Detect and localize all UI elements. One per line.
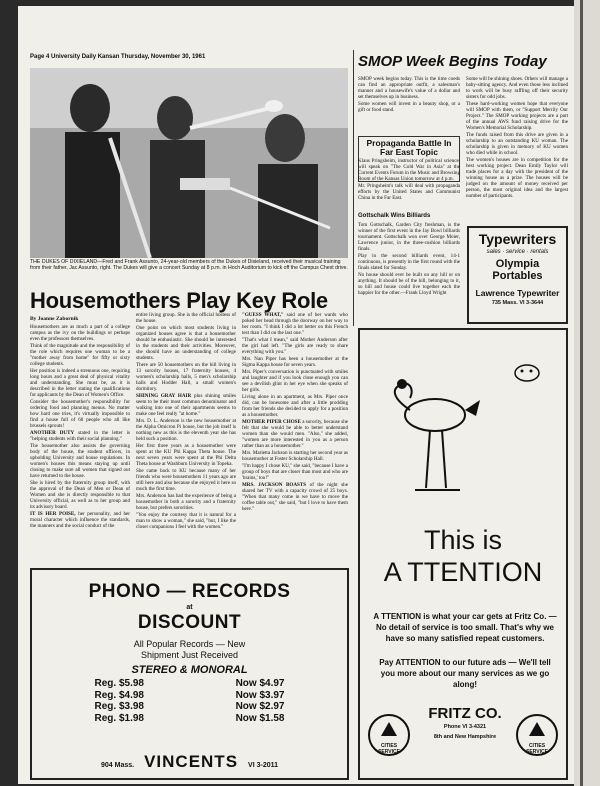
photo-caption: THE DUKES OF DIXIELAND—Fred and Frank Assunto, 24-year-old members of the Dukes of Dixieland, received their musical training from their father, Jac Assunto, right. The Dukes will give a concert Sunday at 8 p.m. in Hoch Auditorium to kick off the Campus Chest drive. [30,259,348,271]
price-list [95,678,285,724]
company-name: FRITZ CO. [428,705,502,722]
paragraph: Play in the second billiards event, 14-1 continuous, is presently in the first round with the finals slated for Sunday. [358,253,460,271]
paragraph: "I'm happy I chose KU," she said, "because I have a group of boys that are closer than most and who are 'brains,' too!" [242,463,348,481]
main-headline: Housemothers Play Key Role [30,288,328,313]
story-column-3 [242,312,348,564]
cities-service-logo [368,714,410,756]
ad-at: at [186,604,193,611]
ad-stereo: STEREO & MONORAL [131,664,248,676]
paragraph: "You enjoy the courtesy that it is natural for a man to show a woman," she said, "but, I like the closer companions I feel with the women." [136,512,236,530]
smop-column-1 [358,76,460,134]
ad-headline-attention: A TTENTION [383,557,543,587]
subhead: IT IS HER POISE, [30,511,76,517]
paragraph: The funds raised from this drive are given in a scholarship to an outstanding KU woman. The scholarship is given in memory of KU women who died while in school. [466,132,568,156]
gottschalk-text [358,222,460,326]
ad-product: Olympia [495,258,540,270]
paragraph: The women's houses are in competition for the best working project. Dean Emily Taylor will trade places for a day with the president of the winning house as a prize. The houses will be judged on the amount of money received per person, the most original idea and the largest number of participants. [466,157,568,199]
paragraph: her personality, and her moral character which influence the standards, the manners and the social conduct of the [30,511,130,529]
cities-service-logo [516,714,558,756]
ad-product: Portables [492,270,543,282]
paragraph: of the night she shared her TV with a capacity crowd of 25 boys. "When that many come in we have to move the coffee table out," she said, "but I love to have them here." [242,482,348,512]
ad-body: A TTENTION is what your car gets at Fritz Co. — No detail of service is too small. That's why we have so many satisfied repeat customers. [373,612,557,643]
subhead: "GUESS WHAT," [242,312,284,318]
ad-headline: This is [423,525,502,555]
ad-line: Shipment Just Received [140,650,239,660]
reg-price: Reg. $3.98 [94,701,144,712]
phono-records-ad [30,568,349,780]
paragraph: Some will be shining shoes. Others will manage a baby-sitting agency. And even those less inclined to work will be busy raffling off their security sisters for odd jobs. [466,76,568,100]
paragraph: "That's what I mean," said Mother Anderson after the girl had left. "The girls are ready to share everything with you." [242,337,348,355]
fish-drawing [512,362,542,384]
ad-footer [32,752,347,772]
price-row [95,701,285,713]
paragraph: The housemother also assists the governing body of the house, the student officers, in upholding University and house regulations. In women's houses this means staying up until closing to make sure all women that signed out have returned to the house. [30,443,130,479]
reg-price: Reg. $1.98 [94,712,144,724]
quote: No house should ever be built on any hill or on anything. It should be of the hill, belonging to it, so hill and house could live together each the happier for the other.—Frank Lloyd Wright [358,272,460,296]
ad-discount: DISCOUNT [137,612,242,633]
store-address: 904 Mass. [100,762,135,769]
newspaper-page [18,6,574,784]
smop-headline: SMOP Week Begins Today [358,53,547,70]
paragraph: She is hired by the fraternity group itself, with the approval of the Dean of Men or Dean of Women and she is directly responsible to that University official, as well as to her group and its advisory board. [30,480,130,510]
reg-price: Reg. $5.98 [94,678,144,689]
subhead: SHINING GRAY HAIR [136,393,192,399]
paragraph: Klaus Pringsheim, instructor of political science, will speak on "The Cold War in Asia" at the Current Events Forum in the Music and Browsing Room of the Kansas Union tomorrow at 4 p.m. [358,158,460,182]
photo-illustration [30,68,348,258]
propaganda-headline: Propaganda Battle In Far East Topic [366,138,452,157]
now-price: Now $2.97 [235,701,285,712]
price-row [95,678,285,690]
paragraph: Think of the magnitude and the responsibility of the role which requires one woman to be a "mother away from home" for fifty or sixty college students. [30,343,130,367]
byline: By Joanne Zabornik [30,316,79,322]
paragraph: stated in the letter is "helping students with their social planning." [30,430,130,442]
now-price: Now $4.97 [235,678,285,689]
price-row [95,713,285,725]
ad-store: Lawrence Typewriter [475,288,560,298]
paragraph: plus shining smiles seem to be their most common denominator and walking into one of their apartments seems to make one feel really "at home." [136,393,236,417]
story-column-2 [136,312,236,564]
paragraph: She came back to KU because many of her friends who were housemothers 11 years ago are still here and also because she enjoyed it here so much the first time. [136,468,236,492]
paragraph: entire living group. She is the official hostess of the house. [136,312,236,324]
logo-text: CITIES SERVICE [526,743,548,755]
story-column-1 [30,324,130,564]
store-name: VINCENTS [144,752,239,771]
subhead: MOTHER PIPER CHOSE [242,419,301,425]
paragraph: Some women will invest in a beauty shop, or a gift or food stand. [358,101,460,113]
ad-body: Pay ATTENTION to our future ads — We'll tell you more about our many services as we go along! [379,658,551,689]
now-price: Now $3.97 [235,689,285,701]
paragraph: Her first three years as a housemother were spent at the KU Phi Kappa Theta house. The next seven years were spent at the Phi Delta Theta house at Washburn University in Topeka. [136,443,236,467]
price-row [95,690,285,702]
flamingo-drawing [380,360,490,500]
store-phone: VI 3-2011 [248,762,279,769]
paragraph: Her position is indeed a strenuous one, requiring long hours and a great deal of physical vitality and understanding. She must be, as it is described in the letter stating the qualifications for applicants by the Dean of Women's Office. [30,368,130,398]
paragraph: Mrs. D. L. Anderson is the new housemother at the Alpha Omicron Pi house, but the job itself is nothing new as this is the eleventh year she has held such a position. [136,418,236,442]
paragraph: Consider the housemother's responsibility for ordering food and planning menus. No matter how hard one tries, it's virtually impossible to find a house full of 60 people who all like brussels sprouts! [30,399,130,429]
paragraph: Tom Gottschalk, Garden City freshman, is the winner of the first event in the Jay Bowl billiards tournament. Gottschalk won over George Moier, Lawrence junior, in the three-cushion billiards finals. [358,222,460,252]
paragraph: There are 50 housemothers on the hill living in 13 sorority houses, 17 fraternity houses, 4 women's scholarship halls, 5 men's scholarship halls and Hodder Hall, a small women's dormitory. [136,362,236,392]
ad-title: Typewriters [478,231,557,247]
paragraph: Mr. Pringsheim's talk will deal with propaganda efforts by the United States and Communist China in the Far East. [358,183,460,201]
subhead: MRS. JACKSON BOASTS [242,482,307,488]
now-price: Now $1.58 [235,712,285,724]
propaganda-text [358,158,460,212]
paragraph: Housemothers are as much a part of a college campus as the ivy on the buildings or perhaps even the professors themselves. [30,324,130,342]
paragraph: One point on which most students living in organized houses agree is that a housemother should be enthusiastic. She should be interested in the students and their activities. Moreover, she should have an understanding of college students. [136,325,236,361]
paragraph: Mrs. Anderson has had the experience of being a housemother in both a sorority and a fraternity house, but prefers sororities. [136,493,236,511]
company-address: 8th and New Hampshire [433,734,497,740]
triangle-icon [529,722,545,736]
ad-headline: PHONO — RECORDS [88,581,291,602]
company-phone: Phone VI 3-4321 [443,724,487,730]
paragraph: Living alone in an apartment, as Mrs. Piper once did, can be lonesome and after a little prodding from her friends she decided to apply for a position as a housemother. [242,394,348,418]
ad-line: All Popular Records — New [133,639,246,649]
paragraph: said one of her wards who poked her head through the doorway on her way to her room. "I think I did a lot better on this French test than I did on the last one." [242,312,348,336]
paragraph: These hard-working women hope that everyone will SMOP with them, or "Support Merrily Our Project." The SMOP working projects are a part of the annual AWS fund raising drive for the Women's Memorial Scholarship. [466,101,568,131]
typewriters-ad [467,226,568,324]
paragraph: Mrs. Piper's conversation is punctuated with smiles and laughter and if you look close enough you can see a devilish glint in her eye when she speaks of her girls. [242,369,348,393]
column-rule [353,50,354,326]
ad-signature [412,705,518,740]
ad-address: 735 Mass. VI 3-3644 [491,300,544,306]
paragraph: SMOP week begins today. This is the time coeds can find an appropriate outfit, a salesman's manner and a housewife's value of a dollar and set themselves up in business. [358,76,460,100]
gottschalk-headline: Gottschalk Wins Billiards [358,213,431,219]
paragraph: Mrs. Marietta Jackson is starting her second year as housemother at Foster Scholarship Hall. [242,450,348,462]
paragraph: Mrs. Nan Piper has been a housemother at the Sigma Kappa house for seven years. [242,356,348,368]
logo-text: CITIES SERVICE [378,743,400,755]
fritz-co-ad [358,328,568,780]
adjacent-page-edge [574,0,600,786]
subhead: ANOTHER DUTY [30,430,75,436]
triangle-icon [381,722,397,736]
dukes-of-dixieland-photo [30,68,348,258]
ad-tagline: sales · service · rentals [486,249,549,255]
reg-price: Reg. $4.98 [94,689,144,701]
page-folio: Page 4 University Daily Kansan Thursday, November 30, 1961 [30,54,206,60]
smop-column-2 [466,76,568,222]
paragraph: a sorority, because she felt that she would be able to better understand women than she would men. "Also," she added, "women are more interested in you as a person rather than as a housemother." [242,419,348,449]
